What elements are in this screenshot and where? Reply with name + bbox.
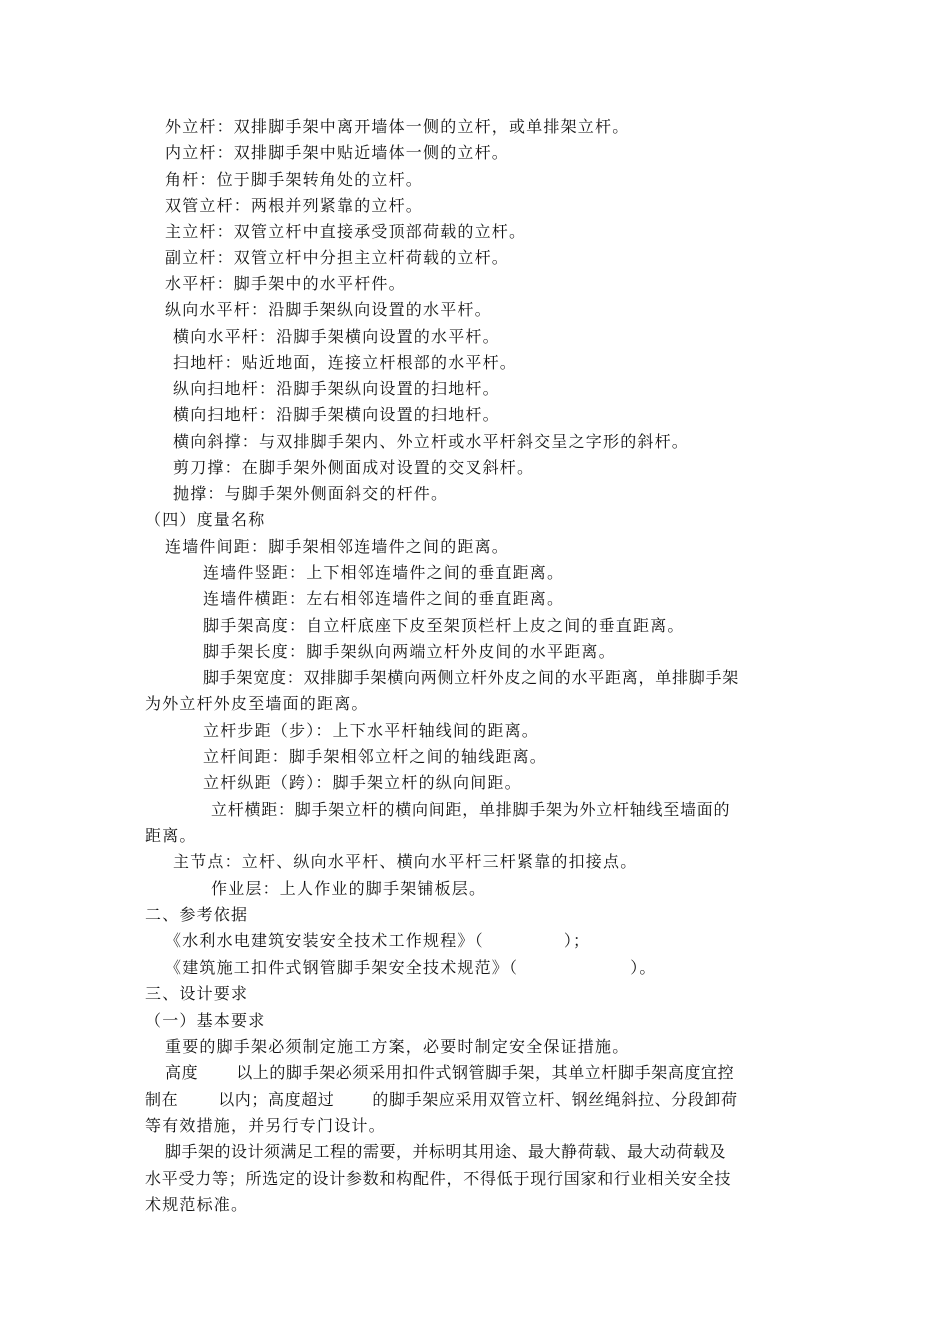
reference-line bbox=[165, 958, 657, 978]
reference-end: ）。 bbox=[630, 958, 657, 977]
text-line: 剪刀撑：在脚手架外侧面成对设置的交叉斜杆。 bbox=[173, 458, 535, 477]
text-line: 纵向水平杆：沿脚手架纵向设置的水平杆。 bbox=[165, 300, 492, 319]
section-heading: 二、参考依据 bbox=[145, 905, 249, 924]
text-line: 横向斜撑：与双排脚手架内、外立杆或水平杆斜交呈之字形的斜杆。 bbox=[173, 432, 690, 451]
text-line: 主立杆：双管立杆中直接承受顶部荷载的立杆。 bbox=[165, 222, 527, 241]
reference-text: 《建筑施工扣件式钢管脚手架安全技术规范》（ bbox=[165, 958, 519, 977]
text-line: 连墙件间距：脚手架相邻连墙件之间的距离。 bbox=[165, 537, 510, 556]
paragraph-line: 等有效措施，并另行专门设计。 bbox=[145, 1116, 386, 1135]
text-line: 立杆步距（步）：上下水平杆轴线间的距离。 bbox=[203, 721, 540, 740]
text-line: 抛撑：与脚手架外侧面斜交的杆件。 bbox=[173, 484, 449, 503]
text-line: 连墙件横距：左右相邻连墙件之间的垂直距离。 bbox=[203, 589, 565, 608]
text-line: 横向水平杆：沿脚手架横向设置的水平杆。 bbox=[173, 327, 500, 346]
text-line: 外立杆：双排脚手架中离开墙体一侧的立杆，或单排架立杆。 bbox=[165, 117, 630, 136]
text-line: 距离。 bbox=[145, 826, 197, 845]
text-line: 脚手架高度：自立杆底座下皮至架顶栏杆上皮之间的垂直距离。 bbox=[203, 616, 685, 635]
reference-text: 《水利水电建筑安装安全技术工作规程》（ bbox=[165, 931, 484, 950]
paragraph-line: 术规范标准。 bbox=[145, 1195, 249, 1214]
paragraph-line: 高度 以上的脚手架必须采用扣件式钢管脚手架，其单立杆脚手架高度宜控 bbox=[165, 1063, 735, 1082]
paragraph-line: 制在 以内；高度超过 的脚手架应采用双管立杆、钢丝绳斜拉、分段卸荷 bbox=[145, 1090, 738, 1109]
paragraph-line: 重要的脚手架必须制定施工方案，必要时制定安全保证措施。 bbox=[165, 1037, 630, 1056]
text-line: 主节点：立杆、纵向水平杆、横向水平杆三杆紧靠的扣接点。 bbox=[173, 852, 638, 871]
text-line: 立杆纵距（跨）：脚手架立杆的纵向间距。 bbox=[203, 773, 522, 792]
text-line: 角杆：位于脚手架转角处的立杆。 bbox=[165, 170, 424, 189]
text-line: 水平杆：脚手架中的水平杆件。 bbox=[165, 274, 406, 293]
text-line: 内立杆：双排脚手架中贴近墙体一侧的立杆。 bbox=[165, 143, 510, 162]
text-line: 连墙件竖距：上下相邻连墙件之间的垂直距离。 bbox=[203, 563, 565, 582]
reference-line bbox=[165, 931, 590, 951]
text-line: 横向扫地杆：沿脚手架横向设置的扫地杆。 bbox=[173, 405, 500, 424]
paragraph-line: 水平受力等；所选定的设计参数和构配件，不得低于现行国家和行业相关安全技 bbox=[145, 1169, 732, 1188]
text-line: 副立杆：双管立杆中分担主立杆荷载的立杆。 bbox=[165, 248, 510, 267]
paragraph-line: 脚手架的设计须满足工程的需要，并标明其用途、最大静荷载、最大动荷载及 bbox=[165, 1142, 727, 1161]
reference-end: ）； bbox=[563, 931, 591, 950]
text-line: 脚手架长度：脚手架纵向两端立杆外皮间的水平距离。 bbox=[203, 642, 616, 661]
section-heading: 三、设计要求 bbox=[145, 984, 249, 1003]
text-line: 立杆横距：脚手架立杆的横向间距，单排脚手架为外立杆轴线至墙面的 bbox=[211, 800, 731, 819]
text-line: 为外立杆外皮至墙面的距离。 bbox=[145, 694, 369, 713]
text-line: 双管立杆：两根并列紧靠的立杆。 bbox=[165, 196, 424, 215]
section-heading: （四）度量名称 bbox=[145, 510, 266, 529]
text-line: 立杆间距：脚手架相邻立杆之间的轴线距离。 bbox=[203, 747, 548, 766]
text-line: 作业层：上人作业的脚手架铺板层。 bbox=[211, 879, 487, 898]
text-line: 纵向扫地杆：沿脚手架纵向设置的扫地杆。 bbox=[173, 379, 500, 398]
text-line: 脚手架宽度：双排脚手架横向两侧立杆外皮之间的水平距离，单排脚手架 bbox=[203, 668, 740, 687]
subsection-heading: （一）基本要求 bbox=[145, 1011, 266, 1030]
text-line: 扫地杆：贴近地面，连接立杆根部的水平杆。 bbox=[173, 353, 518, 372]
